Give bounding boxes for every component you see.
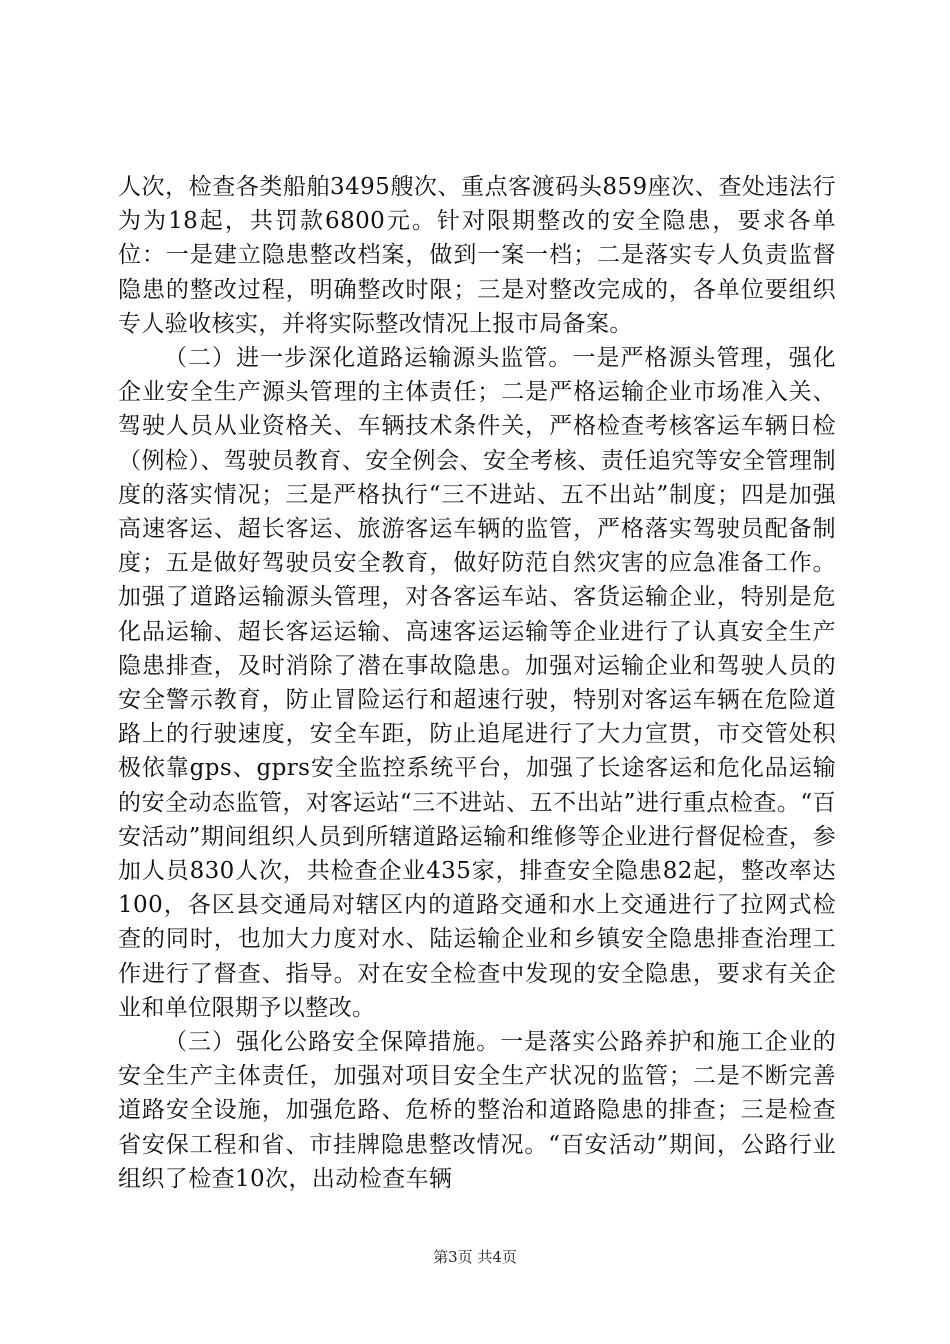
paragraph-2: （二）进一步深化道路运输源头监管。一是严格源头管理，强化企业安全生产源头管理的主体责任；二是严格运输企业市场准入关、驾驶人员从业资格关、车辆技术条件关，严格检查考核客运车辆日检（例检）、驾驶员教育、安全例会、安全考核、责任追究等安全管理制度的落实情况；三是严格执行“三不进站、五不出站”制度；四是加强高速客运、超长客运、旅游客运车辆的监管，严格落实驾驶员配备制度；五是做好驾驶员安全教育，做好防范自然灾害的应急准备工作。加强了道路运输源头管理，对各客运车站、客货运输企业，特别是危化品运输、超长客运运输、高速客运运输等企业进行了认真安全生产隐患排查，及时消除了潜在事故隐患。加强对运输企业和驾驶人员的安全警示教育，防止冒险运行和超速行驶，特别对客运车辆在危险道路上的行驶速度，安全车距，防止追尾进行了大力宣贯，市交管处积极依靠gps、gprs安全监控系统平台，加强了长途客运和危化品运输的安全动态监管，对客运站“三不进站、五不出站”进行重点检查。“百安活动”期间组织人员到所辖道路运输和维修等企业进行督促检查，参加人员830人次，共检查企业435家，排查安全隐患82起，整改率达100，各区县交通局对辖区内的道路交通和水上交通进行了拉网式检查的同时，也加大力度对水、陆运输企业和乡镇安全隐患排查治理工作进行了督查、指导。对在安全检查中发现的安全隐患，要求有关企业和单位限期予以整改。 [118, 345, 836, 1021]
document-body [118, 170, 836, 1196]
page-footer: 第3页 共4页 [433, 1248, 517, 1266]
paragraph-1: 人次，检查各类船舶3495艘次、重点客渡码头859座次、查处违法行为为18起，共罚款6800元。针对限期整改的安全隐患，要求各单位：一是建立隐患整改档案，做到一案一档；二是落实专人负责监督隐患的整改过程，明确整改时限；三是对整改完成的，各单位要组织专人验收核实，并将实际整改情况上报市局备案。 [118, 174, 836, 337]
paragraph-3: （三）强化公路安全保障措施。一是落实公路养护和施工企业的安全生产主体责任，加强对项目安全生产状况的监管；二是不断完善道路安全设施，加强危路、危桥的整治和道路隐患的排查；三是检查省安保工程和省、市挂牌隐患整改情况。“百安活动”期间，公路行业组织了检查10次，出动检查车辆 [118, 1029, 836, 1192]
